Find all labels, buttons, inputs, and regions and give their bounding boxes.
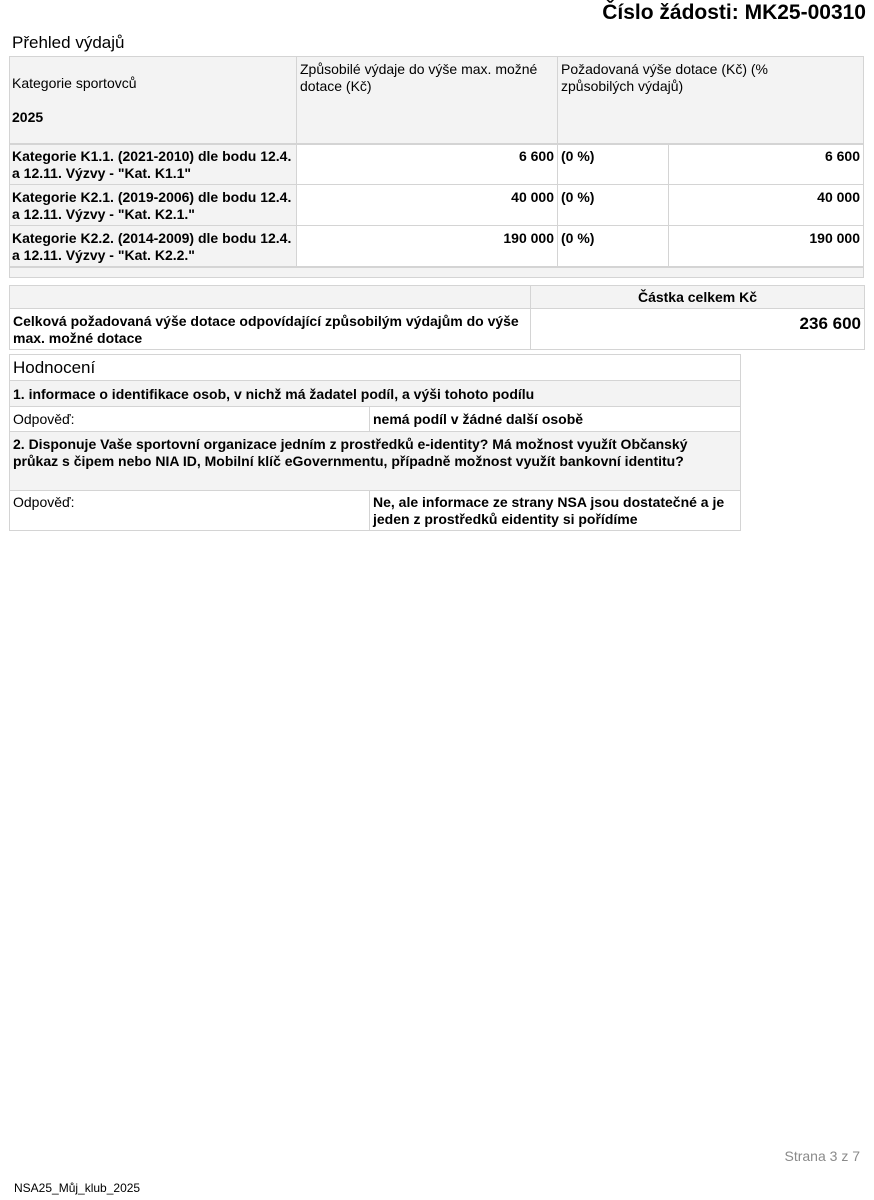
year-label: 2025 [12, 109, 44, 125]
row-percent: (0 %) [561, 148, 595, 164]
totals-header-empty [9, 285, 531, 309]
question-2: 2. Disponuje Vaše sportovní organizace jedním z prostředků e-identity? Má možnost využít Občanský průkaz s čipem nebo NIA ID, Mobilní klíč eGovernmentu, případně možnost využít bankovní identitu? [13, 436, 688, 469]
totals-value: 236 600 [799, 314, 861, 333]
page-number: Strana 3 z 7 [784, 1148, 860, 1164]
row-eligible: 6 600 [518, 148, 554, 164]
table-footer-bg [9, 267, 863, 277]
row-requested: 6 600 [824, 148, 860, 164]
totals-header: Částka celkem Kč [637, 289, 758, 305]
row-requested: 40 000 [817, 189, 860, 205]
totals-header-cell [530, 285, 865, 309]
answer-label: Odpověď: [13, 494, 75, 510]
row-category: Kategorie K1.1. (2021-2010) dle bodu 12.4. a 12.11. Výzvy - "Kat. K1.1" [12, 148, 292, 181]
request-number: Číslo žádosti: MK25-00310 [602, 1, 866, 24]
file-name: NSA25_Můj_klub_2025 [14, 1181, 141, 1195]
row-category: Kategorie K2.2. (2014-2009) dle bodu 12.4. a 12.11. Výzvy - "Kat. K2.2." [12, 230, 292, 263]
question-cell [9, 380, 741, 407]
col-header-eligible: Způsobilé výdaje do výše max. možné dotace (Kč) [300, 61, 538, 94]
evaluation-title: Hodnocení [13, 358, 96, 377]
answer-2: Ne, ale informace ze strany NSA jsou dostatečné a je jeden z prostředků eidentity si pořídíme [373, 494, 725, 527]
row-eligible: 40 000 [511, 189, 554, 205]
evaluation-title-cell [9, 354, 741, 381]
row-category: Kategorie K2.1. (2019-2006) dle bodu 12.4. a 12.11. Výzvy - "Kat. K2.1." [12, 189, 292, 222]
question-cell [9, 431, 741, 491]
expenses-title: Přehled výdajů [12, 33, 125, 52]
totals-label: Celková požadovaná výše dotace odpovídající způsobilým výdajům do výše max. možné dotace [13, 313, 519, 346]
answer-label-cell [9, 490, 370, 531]
row-percent: (0 %) [561, 230, 595, 246]
totals-value-cell [530, 308, 865, 350]
row-requested: 190 000 [809, 230, 860, 246]
answer-cell [369, 406, 741, 432]
answer-1: nemá podíl v žádné další osobě [373, 411, 584, 427]
totals-label-cell [9, 308, 531, 350]
answer-cell [369, 490, 741, 531]
answer-label-cell [9, 406, 370, 432]
col-header-category: Kategorie sportovců [12, 75, 137, 91]
row-percent: (0 %) [561, 189, 595, 205]
col-header-requested: Požadovaná výše dotace (Kč) (% způsobilých výdajů) [561, 61, 768, 94]
answer-label: Odpověď: [13, 411, 75, 427]
row-eligible: 190 000 [503, 230, 554, 246]
question-1: 1. informace o identifikace osob, v nichž má žadatel podíl, a výši tohoto podílu [13, 386, 535, 402]
